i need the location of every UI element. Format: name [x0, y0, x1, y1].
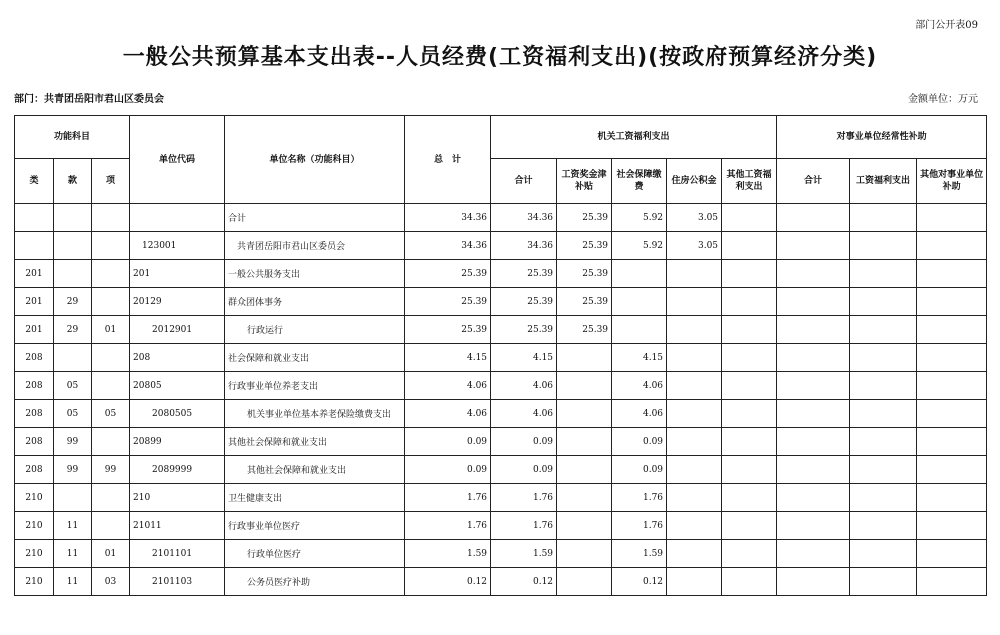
- unit-name-cell: 共青团岳阳市君山区委员会: [225, 232, 405, 260]
- unit-name-cell: 其他社会保障和就业支出: [225, 456, 405, 484]
- table-row: [15, 568, 987, 596]
- func-subject-header: 功能科目: [15, 116, 130, 159]
- lei-cell: 210: [15, 484, 54, 512]
- lei-cell: 210: [15, 540, 54, 568]
- pub-subtotal-cell: [777, 260, 850, 288]
- org-wage-cell: [557, 540, 612, 568]
- page-title: 一般公共预算基本支出表--人员经费(工资福利支出)(按政府预算经济分类): [122, 45, 878, 70]
- table-row: [15, 456, 987, 484]
- unit-code-cell: 2101101: [130, 540, 225, 568]
- total-cell: 0.09: [405, 456, 491, 484]
- org-social-cell: 1.59: [612, 540, 667, 568]
- unit-name-cell: 卫生健康支出: [225, 484, 405, 512]
- lei-cell: 208: [15, 372, 54, 400]
- pub-other-header: 其他对事业单位补助: [917, 159, 987, 204]
- org-other-cell: [722, 484, 777, 512]
- pub-other-cell: [917, 568, 987, 596]
- unit-code-cell: 20899: [130, 428, 225, 456]
- org-housing-cell: [667, 540, 722, 568]
- org-wage-cell: [557, 400, 612, 428]
- xiang-header: 项: [92, 159, 130, 204]
- org-other-cell: [722, 512, 777, 540]
- org-other-cell: [722, 372, 777, 400]
- unit-code-cell: 210: [130, 484, 225, 512]
- total-cell: 1.76: [405, 512, 491, 540]
- table-row: [15, 260, 987, 288]
- pub-welfare-cell: [850, 512, 917, 540]
- pub-welfare-cell: [850, 400, 917, 428]
- org-subtotal-cell: 4.06: [491, 372, 557, 400]
- pub-subtotal-cell: [777, 372, 850, 400]
- unit-code-cell: 21011: [130, 512, 225, 540]
- pub-welfare-cell: [850, 456, 917, 484]
- kuan-cell: 05: [54, 400, 92, 428]
- lei-cell: 208: [15, 400, 54, 428]
- kuan-header: 款: [54, 159, 92, 204]
- unit-code-cell: 2089999: [130, 456, 225, 484]
- kuan-cell: 11: [54, 540, 92, 568]
- table-row: [15, 288, 987, 316]
- kuan-cell: 05: [54, 372, 92, 400]
- pub-welfare-cell: [850, 260, 917, 288]
- xiang-cell: [92, 260, 130, 288]
- lei-cell: 210: [15, 512, 54, 540]
- org-housing-cell: [667, 428, 722, 456]
- pub-subtotal-cell: [777, 232, 850, 260]
- org-wage-cell: 25.39: [557, 288, 612, 316]
- lei-cell: [15, 232, 54, 260]
- lei-cell: 208: [15, 428, 54, 456]
- unit-name-header: 单位名称（功能科目）: [225, 116, 405, 204]
- pub-other-cell: [917, 456, 987, 484]
- pub-other-cell: [917, 260, 987, 288]
- org-wage-cell: [557, 344, 612, 372]
- total-cell: 4.06: [405, 372, 491, 400]
- org-wage-cell: 25.39: [557, 260, 612, 288]
- xiang-cell: [92, 288, 130, 316]
- pub-subtotal-cell: [777, 484, 850, 512]
- org-wage-cell: 25.39: [557, 316, 612, 344]
- unit-code-cell: 123001: [130, 232, 225, 260]
- org-other-cell: [722, 232, 777, 260]
- org-other-cell: [722, 540, 777, 568]
- xiang-cell: [92, 204, 130, 232]
- org-wage-header: 工资奖金津补贴: [557, 159, 612, 204]
- unit-name-cell: 其他社会保障和就业支出: [225, 428, 405, 456]
- table-row: [15, 232, 987, 260]
- table-row: [15, 512, 987, 540]
- pub-other-cell: [917, 428, 987, 456]
- lei-cell: 210: [15, 568, 54, 596]
- total-header: 总 计: [405, 116, 491, 204]
- xiang-cell: [92, 372, 130, 400]
- lei-header: 类: [15, 159, 54, 204]
- org-subtotal-cell: 0.12: [491, 568, 557, 596]
- org-wage-cell: [557, 456, 612, 484]
- pub-other-cell: [917, 512, 987, 540]
- xiang-cell: [92, 484, 130, 512]
- unit-code-cell: 2080505: [130, 400, 225, 428]
- amount-unit-label: 金额单位：万元: [908, 94, 978, 105]
- pub-subtotal-cell: [777, 204, 850, 232]
- org-wage-cell: [557, 512, 612, 540]
- org-subtotal-cell: 4.15: [491, 344, 557, 372]
- pub-other-cell: [917, 316, 987, 344]
- org-wage-cell: [557, 372, 612, 400]
- unit-name-cell: 行政运行: [225, 316, 405, 344]
- total-cell: 34.36: [405, 232, 491, 260]
- total-cell: 34.36: [405, 204, 491, 232]
- org-other-cell: [722, 260, 777, 288]
- xiang-cell: [92, 344, 130, 372]
- table-row: [15, 204, 987, 232]
- lei-cell: [15, 204, 54, 232]
- org-wage-cell: 25.39: [557, 204, 612, 232]
- total-cell: 0.12: [405, 568, 491, 596]
- org-other-cell: [722, 288, 777, 316]
- org-social-cell: 0.12: [612, 568, 667, 596]
- unit-code-cell: 2101103: [130, 568, 225, 596]
- org-housing-cell: [667, 568, 722, 596]
- form-number: 部门公开表09: [915, 20, 978, 31]
- unit-code-cell: 201: [130, 260, 225, 288]
- pub-subtotal-cell: [777, 400, 850, 428]
- org-housing-cell: [667, 400, 722, 428]
- pub-welfare-cell: [850, 484, 917, 512]
- unit-name-cell: 群众团体事务: [225, 288, 405, 316]
- xiang-cell: 03: [92, 568, 130, 596]
- org-other-cell: [722, 568, 777, 596]
- kuan-cell: 29: [54, 288, 92, 316]
- org-subtotal-cell: 34.36: [491, 204, 557, 232]
- pub-other-cell: [917, 344, 987, 372]
- pub-subtotal-cell: [777, 568, 850, 596]
- org-subtotal-cell: 1.59: [491, 540, 557, 568]
- lei-cell: 201: [15, 288, 54, 316]
- org-subtotal-cell: 1.76: [491, 512, 557, 540]
- kuan-cell: 99: [54, 428, 92, 456]
- org-social-cell: 5.92: [612, 232, 667, 260]
- org-housing-cell: [667, 316, 722, 344]
- kuan-cell: 29: [54, 316, 92, 344]
- table-row: [15, 344, 987, 372]
- unit-name-cell: 一般公共服务支出: [225, 260, 405, 288]
- pub-other-cell: [917, 540, 987, 568]
- pub-other-cell: [917, 372, 987, 400]
- org-welfare-group-header: 机关工资福利支出: [491, 116, 777, 159]
- pub-other-cell: [917, 232, 987, 260]
- kuan-cell: 11: [54, 512, 92, 540]
- org-housing-cell: [667, 344, 722, 372]
- kuan-cell: [54, 260, 92, 288]
- org-subtotal-cell: 1.76: [491, 484, 557, 512]
- total-cell: 25.39: [405, 260, 491, 288]
- org-housing-cell: [667, 512, 722, 540]
- lei-cell: 201: [15, 316, 54, 344]
- total-cell: 4.15: [405, 344, 491, 372]
- pub-other-cell: [917, 484, 987, 512]
- org-subtotal-cell: 25.39: [491, 288, 557, 316]
- total-cell: 0.09: [405, 428, 491, 456]
- unit-code-cell: 208: [130, 344, 225, 372]
- pub-subtotal-cell: [777, 288, 850, 316]
- org-housing-cell: [667, 484, 722, 512]
- pub-welfare-cell: [850, 344, 917, 372]
- kuan-cell: [54, 204, 92, 232]
- pub-subtotal-cell: [777, 456, 850, 484]
- pub-subtotal-cell: [777, 512, 850, 540]
- pub-subtotal-cell: [777, 428, 850, 456]
- pub-welfare-header: 工资福利支出: [850, 159, 917, 204]
- total-cell: 1.76: [405, 484, 491, 512]
- org-social-cell: 4.06: [612, 372, 667, 400]
- org-housing-cell: [667, 372, 722, 400]
- pub-subtotal-cell: [777, 540, 850, 568]
- xiang-cell: 01: [92, 540, 130, 568]
- pub-welfare-cell: [850, 288, 917, 316]
- unit-code-cell: [130, 204, 225, 232]
- org-wage-cell: [557, 428, 612, 456]
- org-social-cell: 4.06: [612, 400, 667, 428]
- org-housing-cell: 3.05: [667, 204, 722, 232]
- org-housing-cell: 3.05: [667, 232, 722, 260]
- total-cell: 25.39: [405, 288, 491, 316]
- org-social-cell: 5.92: [612, 204, 667, 232]
- unit-name-cell: 社会保障和就业支出: [225, 344, 405, 372]
- xiang-cell: 01: [92, 316, 130, 344]
- xiang-cell: [92, 232, 130, 260]
- org-subtotal-cell: 25.39: [491, 316, 557, 344]
- xiang-cell: [92, 512, 130, 540]
- pub-other-cell: [917, 204, 987, 232]
- pub-welfare-cell: [850, 540, 917, 568]
- org-housing-cell: [667, 456, 722, 484]
- org-wage-cell: [557, 568, 612, 596]
- pub-other-cell: [917, 288, 987, 316]
- table-row: [15, 428, 987, 456]
- unit-name-cell: 合计: [225, 204, 405, 232]
- kuan-cell: 99: [54, 456, 92, 484]
- org-subtotal-cell: 0.09: [491, 456, 557, 484]
- org-other-cell: [722, 344, 777, 372]
- pub-welfare-cell: [850, 568, 917, 596]
- unit-name-cell: 行政事业单位医疗: [225, 512, 405, 540]
- unit-name-cell: 行政单位医疗: [225, 540, 405, 568]
- org-social-header: 社会保障缴费: [612, 159, 667, 204]
- unit-code-cell: 20129: [130, 288, 225, 316]
- org-social-cell: 0.09: [612, 428, 667, 456]
- org-other-cell: [722, 456, 777, 484]
- pub-welfare-cell: [850, 316, 917, 344]
- total-cell: 4.06: [405, 400, 491, 428]
- kuan-cell: 11: [54, 568, 92, 596]
- org-wage-cell: 25.39: [557, 232, 612, 260]
- org-social-cell: 4.15: [612, 344, 667, 372]
- total-cell: 1.59: [405, 540, 491, 568]
- org-social-cell: 1.76: [612, 484, 667, 512]
- org-wage-cell: [557, 484, 612, 512]
- org-housing-header: 住房公积金: [667, 159, 722, 204]
- org-social-cell: [612, 288, 667, 316]
- kuan-cell: [54, 484, 92, 512]
- pub-subtotal-cell: [777, 316, 850, 344]
- unit-code-cell: 2012901: [130, 316, 225, 344]
- table-row: [15, 400, 987, 428]
- table-row: [15, 372, 987, 400]
- org-social-cell: [612, 316, 667, 344]
- xiang-cell: 99: [92, 456, 130, 484]
- table-row: [15, 540, 987, 568]
- pub-subtotal-cell: [777, 344, 850, 372]
- unit-code-header: 单位代码: [130, 116, 225, 204]
- kuan-cell: [54, 344, 92, 372]
- org-subtotal-cell: 4.06: [491, 400, 557, 428]
- org-subtotal-header: 合计: [491, 159, 557, 204]
- pub-welfare-cell: [850, 204, 917, 232]
- public-subsidy-group-header: 对事业单位经常性补助: [777, 116, 987, 159]
- org-other-cell: [722, 204, 777, 232]
- pub-welfare-cell: [850, 428, 917, 456]
- org-other-cell: [722, 400, 777, 428]
- pub-subtotal-header: 合计: [777, 159, 850, 204]
- org-housing-cell: [667, 288, 722, 316]
- pub-other-cell: [917, 400, 987, 428]
- pub-welfare-cell: [850, 372, 917, 400]
- org-other-header: 其他工资福利支出: [722, 159, 777, 204]
- pub-welfare-cell: [850, 232, 917, 260]
- xiang-cell: 05: [92, 400, 130, 428]
- org-social-cell: [612, 260, 667, 288]
- budget-table: [14, 115, 987, 596]
- unit-name-cell: 行政事业单位养老支出: [225, 372, 405, 400]
- xiang-cell: [92, 428, 130, 456]
- total-cell: 25.39: [405, 316, 491, 344]
- org-subtotal-cell: 34.36: [491, 232, 557, 260]
- lei-cell: 201: [15, 260, 54, 288]
- org-housing-cell: [667, 260, 722, 288]
- unit-name-cell: 公务员医疗补助: [225, 568, 405, 596]
- org-other-cell: [722, 316, 777, 344]
- org-social-cell: 0.09: [612, 456, 667, 484]
- table-row: [15, 484, 987, 512]
- org-subtotal-cell: 25.39: [491, 260, 557, 288]
- lei-cell: 208: [15, 344, 54, 372]
- table-row: [15, 316, 987, 344]
- kuan-cell: [54, 232, 92, 260]
- org-social-cell: 1.76: [612, 512, 667, 540]
- lei-cell: 208: [15, 456, 54, 484]
- department-label: 部门：共青团岳阳市君山区委员会: [14, 94, 164, 105]
- org-subtotal-cell: 0.09: [491, 428, 557, 456]
- org-other-cell: [722, 428, 777, 456]
- header-row-1: [15, 116, 987, 159]
- unit-code-cell: 20805: [130, 372, 225, 400]
- unit-name-cell: 机关事业单位基本养老保险缴费支出: [225, 400, 405, 428]
